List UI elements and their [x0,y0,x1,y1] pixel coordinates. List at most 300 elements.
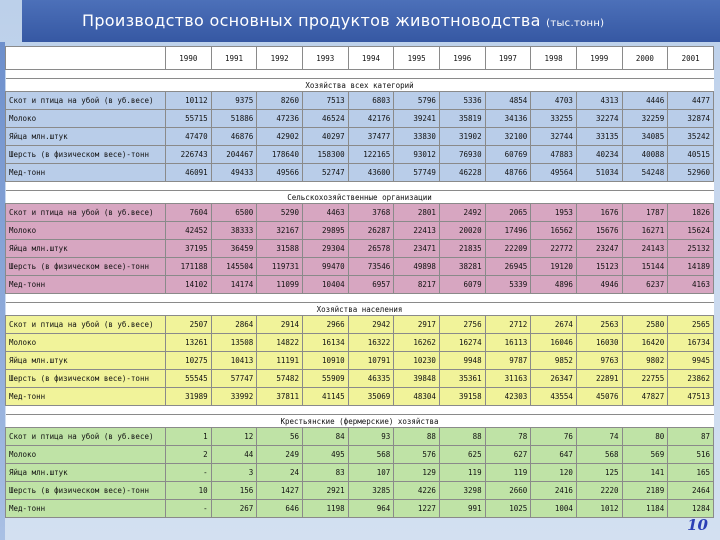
value-cell: 16134 [302,334,348,352]
table-row [6,482,714,500]
title-text: Производство основных продуктов животноводства [82,11,541,30]
value-cell: 646 [257,500,303,518]
value-cell: 49898 [394,258,440,276]
value-cell: 73546 [348,258,394,276]
section-title-row [6,191,714,204]
value-cell: 43554 [531,388,577,406]
value-cell: 122165 [348,146,394,164]
value-cell: 34085 [622,128,668,146]
spacer-cell [6,294,714,303]
table-row [6,446,714,464]
value-cell: 5339 [485,276,531,294]
value-cell: 119 [439,464,485,482]
value-cell: 34136 [485,110,531,128]
value-cell: 6237 [622,276,668,294]
value-cell: 8217 [394,276,440,294]
value-cell: 10275 [166,352,212,370]
value-cell: 32874 [668,110,714,128]
row-label: Скот и птица на убой (в уб.весе) [6,92,166,110]
header-row [6,47,714,70]
value-cell: 14189 [668,258,714,276]
value-cell: 46228 [439,164,485,182]
value-cell: 22755 [622,370,668,388]
value-cell: 32744 [531,128,577,146]
page-title [82,11,604,30]
row-label: Шерсть (в физическом весе)-тонн [6,146,166,164]
value-cell: 6803 [348,92,394,110]
value-cell: 16274 [439,334,485,352]
value-cell: 13508 [211,334,257,352]
value-cell: 26287 [348,222,394,240]
value-cell: - [166,464,212,482]
value-cell: 60769 [485,146,531,164]
value-cell: 39848 [394,370,440,388]
value-cell: 4946 [576,276,622,294]
value-cell: 55715 [166,110,212,128]
year-header: 1992 [257,47,303,70]
section-title: Сельскохозяйственные организации [6,191,714,204]
value-cell: 226743 [166,146,212,164]
table-row [6,464,714,482]
value-cell: 11099 [257,276,303,294]
value-cell: 22772 [531,240,577,258]
value-cell: 1676 [576,204,622,222]
value-cell: 1826 [668,204,714,222]
value-cell: 35819 [439,110,485,128]
value-cell: 46524 [302,110,348,128]
value-cell: 10413 [211,352,257,370]
value-cell: 16420 [622,334,668,352]
value-cell: 46876 [211,128,257,146]
value-cell: 74 [576,428,622,446]
value-cell: 26347 [531,370,577,388]
value-cell: 16262 [394,334,440,352]
value-cell: 44 [211,446,257,464]
value-cell: 156 [211,482,257,500]
value-cell: 99470 [302,258,348,276]
value-cell: 267 [211,500,257,518]
value-cell: 23862 [668,370,714,388]
value-cell: 38281 [439,258,485,276]
value-cell: 32259 [622,110,668,128]
value-cell: 249 [257,446,303,464]
value-cell: 3298 [439,482,485,500]
row-label: Мед-тонн [6,500,166,518]
value-cell: 1787 [622,204,668,222]
value-cell: 107 [348,464,394,482]
value-cell: 52747 [302,164,348,182]
value-cell: 15144 [622,258,668,276]
value-cell: 16734 [668,334,714,352]
value-cell: 14174 [211,276,257,294]
value-cell: 32100 [485,128,531,146]
value-cell: 647 [531,446,577,464]
table-row [6,110,714,128]
value-cell: 2756 [439,316,485,334]
value-cell: 2660 [485,482,531,500]
table-row [6,128,714,146]
value-cell: - [166,500,212,518]
value-cell: 57482 [257,370,303,388]
value-cell: 16322 [348,334,394,352]
value-cell: 47513 [668,388,714,406]
value-cell: 88 [394,428,440,446]
value-cell: 1427 [257,482,303,500]
value-cell: 568 [348,446,394,464]
value-cell: 16030 [576,334,622,352]
value-cell: 20020 [439,222,485,240]
table-body [6,47,714,518]
value-cell: 2464 [668,482,714,500]
value-cell: 568 [576,446,622,464]
section-title: Крестьянские (фермерские) хозяйства [6,415,714,428]
value-cell: 2712 [485,316,531,334]
value-cell: 29895 [302,222,348,240]
page-number: 10 [687,516,708,534]
section-title-row [6,415,714,428]
value-cell: 48304 [394,388,440,406]
value-cell: 54248 [622,164,668,182]
value-cell: 22891 [576,370,622,388]
value-cell: 36459 [211,240,257,258]
value-cell: 119 [485,464,531,482]
value-cell: 569 [622,446,668,464]
value-cell: 4854 [485,92,531,110]
value-cell: 627 [485,446,531,464]
value-cell: 13261 [166,334,212,352]
value-cell: 4477 [668,92,714,110]
value-cell: 2220 [576,482,622,500]
value-cell: 9787 [485,352,531,370]
value-cell: 33830 [394,128,440,146]
value-cell: 40234 [576,146,622,164]
value-cell: 16113 [485,334,531,352]
spacer-cell [6,406,714,415]
value-cell: 25132 [668,240,714,258]
row-label: Мед-тонн [6,276,166,294]
value-cell: 46091 [166,164,212,182]
value-cell: 1227 [394,500,440,518]
value-cell: 57749 [394,164,440,182]
row-label: Шерсть (в физическом весе)-тонн [6,482,166,500]
value-cell: 87 [668,428,714,446]
value-cell: 2580 [622,316,668,334]
value-cell: 93012 [394,146,440,164]
row-label: Шерсть (в физическом весе)-тонн [6,258,166,276]
value-cell: 2942 [348,316,394,334]
value-cell: 3 [211,464,257,482]
value-cell: 80 [622,428,668,446]
value-cell: 14102 [166,276,212,294]
value-cell: 991 [439,500,485,518]
value-cell: 47236 [257,110,303,128]
value-cell: 42902 [257,128,303,146]
value-cell: 14822 [257,334,303,352]
value-cell: 4226 [394,482,440,500]
year-header: 2000 [622,47,668,70]
row-label: Скот и птица на убой (в уб.весе) [6,428,166,446]
value-cell: 9802 [622,352,668,370]
section-title: Хозяйства населения [6,303,714,316]
value-cell: 141 [622,464,668,482]
value-cell: 9375 [211,92,257,110]
table-row [6,316,714,334]
value-cell: 35069 [348,388,394,406]
value-cell: 51886 [211,110,257,128]
row-label: Яйца млн.штук [6,352,166,370]
value-cell: 2674 [531,316,577,334]
value-cell: 21835 [439,240,485,258]
value-cell: 10 [166,482,212,500]
value-cell: 625 [439,446,485,464]
row-label: Яйца млн.штук [6,128,166,146]
value-cell: 83 [302,464,348,482]
value-cell: 7513 [302,92,348,110]
value-cell: 46335 [348,370,394,388]
value-cell: 26945 [485,258,531,276]
value-cell: 49564 [531,164,577,182]
value-cell: 1953 [531,204,577,222]
year-header: 1993 [302,47,348,70]
value-cell: 119731 [257,258,303,276]
value-cell: 495 [302,446,348,464]
row-label: Мед-тонн [6,164,166,182]
value-cell: 55545 [166,370,212,388]
title-band [22,0,720,42]
value-cell: 2917 [394,316,440,334]
value-cell: 4163 [668,276,714,294]
value-cell: 39158 [439,388,485,406]
value-cell: 57747 [211,370,257,388]
value-cell: 39241 [394,110,440,128]
value-cell: 4463 [302,204,348,222]
value-cell: 55909 [302,370,348,388]
table-row [6,276,714,294]
value-cell: 19120 [531,258,577,276]
value-cell: 6500 [211,204,257,222]
value-cell: 1004 [531,500,577,518]
row-label: Скот и птица на убой (в уб.весе) [6,204,166,222]
value-cell: 1012 [576,500,622,518]
value-cell: 40088 [622,146,668,164]
table-row [6,146,714,164]
value-cell: 22209 [485,240,531,258]
value-cell: 2189 [622,482,668,500]
value-cell: 10791 [348,352,394,370]
value-cell: 76 [531,428,577,446]
value-cell: 2921 [302,482,348,500]
value-cell: 6957 [348,276,394,294]
table-row [6,352,714,370]
value-cell: 48766 [485,164,531,182]
value-cell: 35242 [668,128,714,146]
value-cell: 49566 [257,164,303,182]
year-header: 1996 [439,47,485,70]
value-cell: 6079 [439,276,485,294]
value-cell: 11191 [257,352,303,370]
section-spacer [6,70,714,79]
value-cell: 32274 [576,110,622,128]
section-title-row [6,303,714,316]
value-cell: 165 [668,464,714,482]
value-cell: 3285 [348,482,394,500]
header-corner [6,47,166,70]
row-label: Мед-тонн [6,388,166,406]
production-table [5,46,714,518]
value-cell: 2 [166,446,212,464]
value-cell: 51034 [576,164,622,182]
value-cell: 1 [166,428,212,446]
value-cell: 2864 [211,316,257,334]
value-cell: 1198 [302,500,348,518]
value-cell: 42176 [348,110,394,128]
value-cell: 4446 [622,92,668,110]
row-label: Яйца млн.штук [6,464,166,482]
value-cell: 45076 [576,388,622,406]
value-cell: 16271 [622,222,668,240]
value-cell: 22413 [394,222,440,240]
value-cell: 5290 [257,204,303,222]
value-cell: 12 [211,428,257,446]
value-cell: 10404 [302,276,348,294]
row-label: Яйца млн.штук [6,240,166,258]
value-cell: 120 [531,464,577,482]
table-row [6,258,714,276]
year-header: 1998 [531,47,577,70]
value-cell: 78 [485,428,531,446]
value-cell: 33255 [531,110,577,128]
section-title: Хозяйства всех категорий [6,79,714,92]
value-cell: 1025 [485,500,531,518]
value-cell: 24 [257,464,303,482]
table-row [6,500,714,518]
value-cell: 9948 [439,352,485,370]
value-cell: 5796 [394,92,440,110]
section-title-row [6,79,714,92]
value-cell: 576 [394,446,440,464]
value-cell: 171188 [166,258,212,276]
value-cell: 56 [257,428,303,446]
table-row [6,204,714,222]
table-row [6,164,714,182]
value-cell: 4896 [531,276,577,294]
value-cell: 9852 [531,352,577,370]
value-cell: 2416 [531,482,577,500]
value-cell: 516 [668,446,714,464]
value-cell: 145504 [211,258,257,276]
value-cell: 1284 [668,500,714,518]
value-cell: 29304 [302,240,348,258]
value-cell: 158300 [302,146,348,164]
value-cell: 26578 [348,240,394,258]
value-cell: 2492 [439,204,485,222]
value-cell: 16562 [531,222,577,240]
value-cell: 2563 [576,316,622,334]
value-cell: 40297 [302,128,348,146]
year-header: 1991 [211,47,257,70]
year-header: 1994 [348,47,394,70]
value-cell: 49433 [211,164,257,182]
section-spacer [6,406,714,415]
row-label: Молоко [6,110,166,128]
table-row [6,240,714,258]
row-label: Молоко [6,446,166,464]
value-cell: 1184 [622,500,668,518]
table-row [6,388,714,406]
value-cell: 9945 [668,352,714,370]
value-cell: 964 [348,500,394,518]
value-cell: 42303 [485,388,531,406]
value-cell: 37811 [257,388,303,406]
value-cell: 17496 [485,222,531,240]
table-row [6,370,714,388]
row-label: Скот и птица на убой (в уб.весе) [6,316,166,334]
value-cell: 3768 [348,204,394,222]
value-cell: 93 [348,428,394,446]
value-cell: 33992 [211,388,257,406]
value-cell: 24143 [622,240,668,258]
value-cell: 10910 [302,352,348,370]
year-header: 2001 [668,47,714,70]
value-cell: 23471 [394,240,440,258]
value-cell: 31902 [439,128,485,146]
value-cell: 2565 [668,316,714,334]
value-cell: 15624 [668,222,714,240]
value-cell: 47883 [531,146,577,164]
table-row [6,428,714,446]
value-cell: 15123 [576,258,622,276]
value-cell: 10112 [166,92,212,110]
value-cell: 76930 [439,146,485,164]
value-cell: 2801 [394,204,440,222]
value-cell: 2065 [485,204,531,222]
value-cell: 4313 [576,92,622,110]
value-cell: 37195 [166,240,212,258]
title-unit: (тыс.тонн) [546,18,605,29]
value-cell: 15676 [576,222,622,240]
row-label: Молоко [6,334,166,352]
value-cell: 35361 [439,370,485,388]
table-row [6,334,714,352]
value-cell: 88 [439,428,485,446]
section-spacer [6,294,714,303]
value-cell: 4703 [531,92,577,110]
spacer-cell [6,182,714,191]
value-cell: 178640 [257,146,303,164]
value-cell: 7604 [166,204,212,222]
year-header: 1990 [166,47,212,70]
value-cell: 52960 [668,164,714,182]
value-cell: 37477 [348,128,394,146]
value-cell: 204467 [211,146,257,164]
value-cell: 31163 [485,370,531,388]
table-row [6,92,714,110]
value-cell: 5336 [439,92,485,110]
value-cell: 2966 [302,316,348,334]
value-cell: 38333 [211,222,257,240]
value-cell: 10230 [394,352,440,370]
value-cell: 31588 [257,240,303,258]
value-cell: 42452 [166,222,212,240]
value-cell: 47827 [622,388,668,406]
value-cell: 41145 [302,388,348,406]
value-cell: 23247 [576,240,622,258]
value-cell: 43600 [348,164,394,182]
value-cell: 84 [302,428,348,446]
row-label: Шерсть (в физическом весе)-тонн [6,370,166,388]
year-header: 1999 [576,47,622,70]
section-spacer [6,182,714,191]
